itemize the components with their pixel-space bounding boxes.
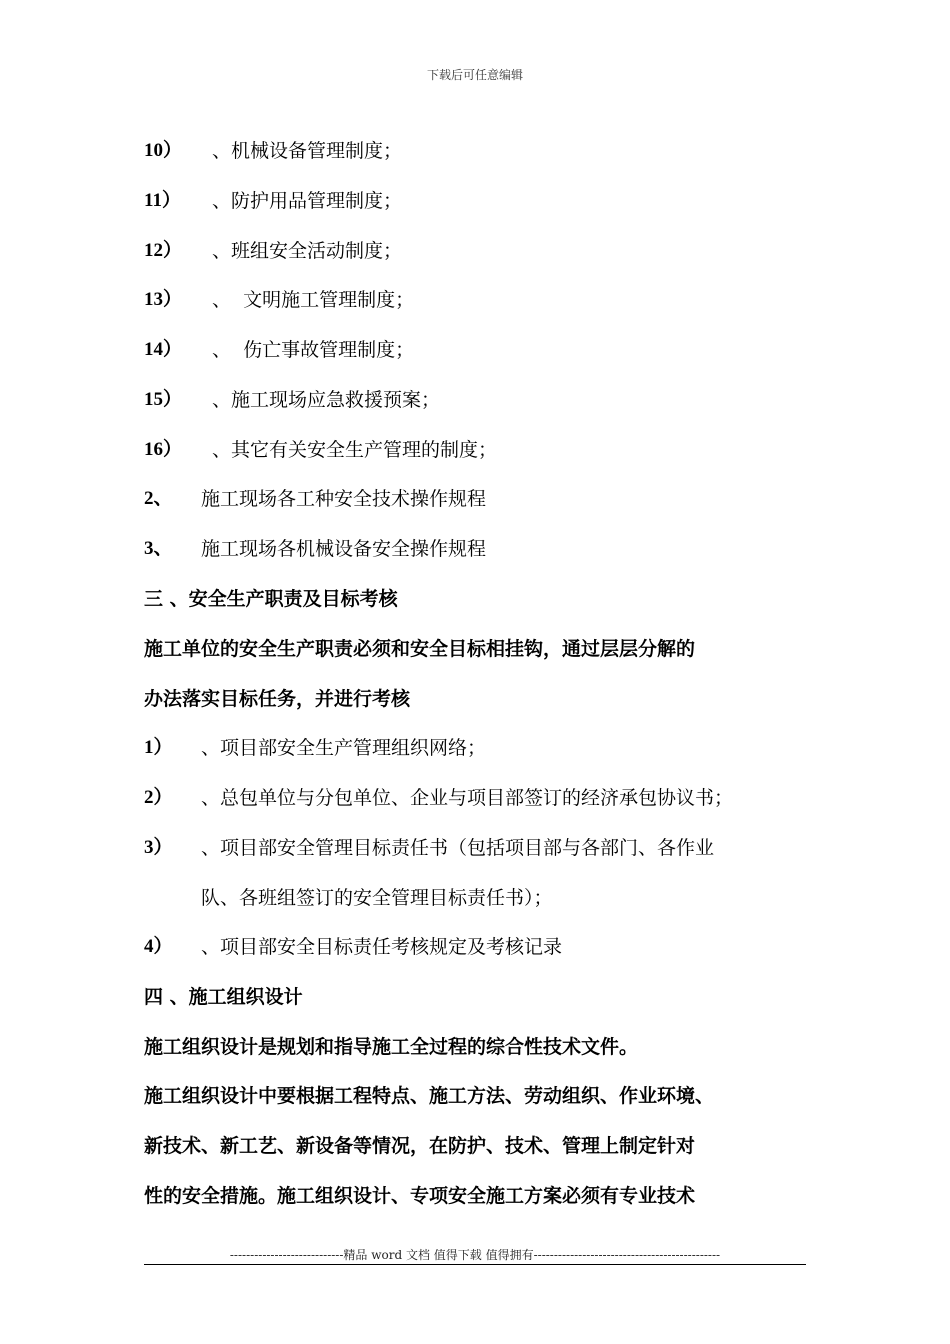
- item-text: 、项目部安全目标责任考核规定及考核记录: [201, 936, 563, 958]
- item-text: 、项目部安全管理目标责任书（包括项目部与各部门、各作业: [201, 837, 715, 859]
- item-number: 12）: [144, 240, 183, 261]
- footer-divider: [144, 1264, 806, 1265]
- item-text: 、 文明施工管理制度；: [212, 289, 415, 311]
- section-heading: 三 、安全生产职责及目标考核: [144, 588, 398, 610]
- item-text: 施工现场各工种安全技术操作规程: [201, 488, 487, 510]
- item-text: 、项目部安全生产管理组织网络；: [201, 737, 487, 759]
- item-number: 1）: [144, 737, 173, 758]
- item-text: 、施工现场应急救援预案；: [212, 389, 441, 411]
- item-text: 、 伤亡事故管理制度；: [212, 339, 415, 361]
- item-number: 4）: [144, 936, 173, 957]
- paragraph-line: 施工组织设计中要根据工程特点、施工方法、劳动组织、作业环境、: [144, 1085, 715, 1107]
- item-number: 15）: [144, 389, 183, 410]
- page-footer: ----------------------------精品 word 文档 值得下载 值得拥有----------------------------------------------: [229, 1248, 721, 1262]
- page-header: 下载后可任意编辑: [426, 68, 523, 82]
- item-number: 14）: [144, 339, 183, 360]
- section-heading: 四 、施工组织设计: [144, 986, 303, 1008]
- item-number: 10）: [144, 140, 183, 161]
- item-text: 、班组安全活动制度；: [212, 240, 403, 262]
- paragraph-line: 新技术、新工艺、新设备等情况，在防护、技术、管理上制定针对: [144, 1135, 696, 1157]
- item-number: 16）: [144, 439, 183, 460]
- paragraph-line: 施工单位的安全生产职责必须和安全目标相挂钩，通过层层分解的: [144, 638, 696, 660]
- item-number: 3、: [144, 538, 173, 559]
- item-number: 3）: [144, 837, 173, 858]
- item-text: 队、各班组签订的安全管理目标责任书）；: [201, 887, 553, 909]
- item-text: 、机械设备管理制度；: [212, 140, 403, 162]
- paragraph-line: 施工组织设计是规划和指导施工全过程的综合性技术文件。: [144, 1036, 639, 1058]
- item-text: 施工现场各机械设备安全操作规程: [201, 538, 487, 560]
- paragraph-line: 性的安全措施。施工组织设计、专项安全施工方案必须有专业技术: [144, 1185, 696, 1207]
- item-number: 2）: [144, 787, 173, 808]
- paragraph-line: 办法落实目标任务，并进行考核: [144, 688, 411, 710]
- item-number: 2、: [144, 488, 173, 509]
- item-text: 、总包单位与分包单位、企业与项目部签订的经济承包协议书；: [201, 787, 734, 809]
- item-number: 13）: [144, 289, 183, 310]
- item-number: 11）: [144, 190, 181, 211]
- item-text: 、防护用品管理制度；: [212, 190, 403, 212]
- item-text: 、其它有关安全生产管理的制度；: [212, 439, 498, 461]
